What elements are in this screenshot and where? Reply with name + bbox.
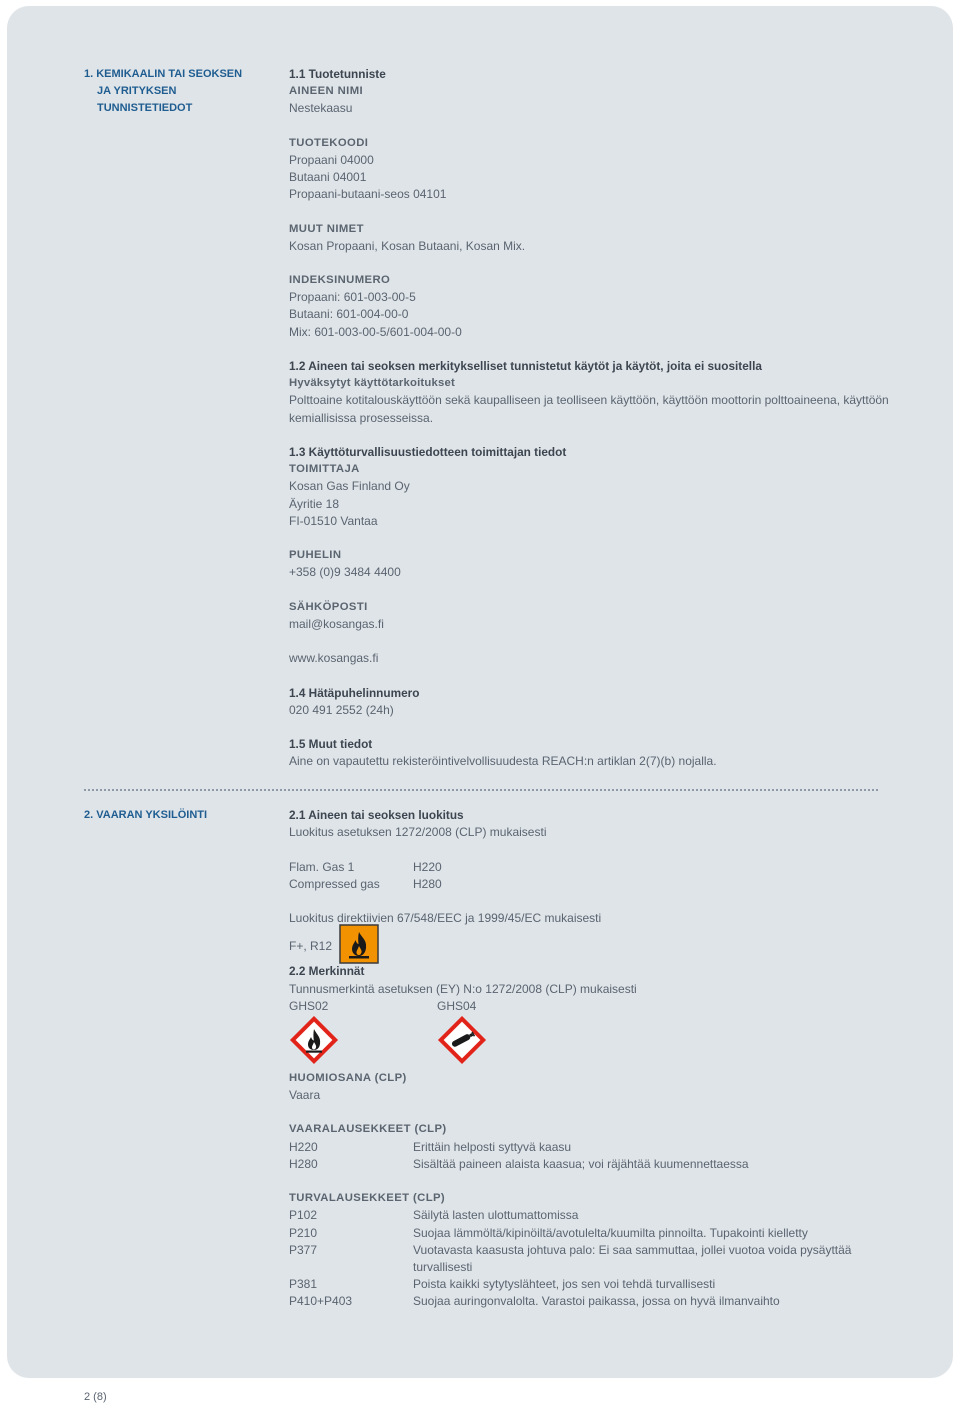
subsection-2-2-heading: 2.2 Merkinnät (289, 964, 365, 979)
precautionary-statement-row (289, 1242, 889, 1276)
substance-name-label: AINEEN NIMI (289, 85, 364, 98)
supplier-name: Kosan Gas Finland Oy (289, 479, 410, 494)
classification-code: H280 (413, 876, 442, 891)
classification-class: Compressed gas (289, 876, 380, 891)
approved-uses: Polttoaine kotitalouskäyttöön sekä kaupalliseen ja teolliseen käyttöön, käyttöön moottorin polttoaineena, käyttöön kemiallisissa prosesseissa. (289, 393, 889, 425)
section-2-body (289, 807, 889, 1311)
section-1-body (289, 66, 889, 771)
website-link[interactable]: www.kosangas.fi (289, 651, 379, 666)
precautionary-statement-row (289, 1207, 889, 1224)
section-divider (84, 789, 878, 791)
precautionary-text: Suojaa auringonvalolta. Varastoi paikassa, jossa on hyvä ilmanvaihto (413, 1294, 780, 1309)
section-2-title-text: 2. VAARAN YKSILÖINTI (84, 809, 208, 821)
index-number: Butaani: 601-004-00-0 (289, 307, 409, 322)
precautionary-statements-label: TURVALAUSEKKEET (CLP) (289, 1192, 446, 1205)
hazard-code: H220 (289, 1139, 318, 1154)
other-names-label: MUUT NIMET (289, 222, 364, 235)
product-code-label: TUOTEKOODI (289, 136, 369, 149)
hazard-text: Erittäin helposti syttyvä kaasu (413, 1139, 572, 1154)
precautionary-statement-row (289, 1293, 889, 1310)
classification-row (289, 859, 889, 876)
section-1-title-line-1: 1. KEMIKAALIN TAI SEOKSEN (84, 68, 243, 80)
other-info: Aine on vapautettu rekisteröintivelvollisuudesta REACH:n artiklan 2(7)(b) nojalla. (289, 754, 717, 769)
classification-code: H220 (413, 859, 442, 874)
ghs-pictograms (289, 1015, 889, 1071)
phone-label: PUHELIN (289, 549, 342, 562)
subsection-1-3-heading: 1.3 Käyttöturvallisuustiedotteen toimittajan tiedot (289, 444, 567, 459)
signal-word: Vaara (289, 1088, 321, 1103)
precautionary-code: P410+P403 (289, 1294, 353, 1309)
hazard-code: H280 (289, 1156, 318, 1171)
section-1-title (84, 66, 264, 118)
precautionary-statement-row (289, 1276, 889, 1293)
precautionary-code: P210 (289, 1225, 318, 1240)
ghs-label-row (289, 998, 889, 1015)
clp-classification: Luokitus asetuksen 1272/2008 (CLP) mukaisesti (289, 825, 547, 840)
directive-classification: Luokitus direktiivien 67/548/EEC ja 1999/45/EC mukaisesti (289, 911, 602, 926)
hazard-statement-row (289, 1139, 889, 1156)
email-link[interactable]: mail@kosangas.fi (289, 616, 384, 631)
classification-class: Flam. Gas 1 (289, 859, 355, 874)
hazard-statements-label: VAARALAUSEKKEET (CLP) (289, 1123, 447, 1136)
emergency-phone: 020 491 2552 (24h) (289, 702, 394, 717)
index-number: Mix: 601-003-00-5/601-004-00-0 (289, 324, 462, 339)
labelling-text: Tunnusmerkintä asetuksen (EY) N:o 1272/2008 (CLP) mukaisesti (289, 981, 637, 996)
supplier-street: Äyritie 18 (289, 496, 340, 511)
other-names: Kosan Propaani, Kosan Butaani, Kosan Mix. (289, 238, 526, 253)
hazard-text: Sisältää paineen alaista kaasua; voi räjähtää kuumennettaessa (413, 1156, 749, 1171)
subsection-1-5-heading: 1.5 Muut tiedot (289, 737, 373, 752)
flame-icon (289, 1015, 437, 1070)
flame-icon (339, 924, 379, 969)
subsection-2-1-heading: 2.1 Aineen tai seoksen luokitus (289, 808, 464, 822)
product-code: Propaani-butaani-seos 04101 (289, 187, 447, 202)
signal-word-label: HUOMIOSANA (CLP) (289, 1071, 407, 1084)
directive-symbol-text: F+, R12 (289, 938, 333, 953)
precautionary-text: Poista kaikki sytytyslähteet, jos sen voi tehdä turvallisesti (413, 1277, 716, 1292)
precautionary-text: Vuotavasta kaasusta johtuva palo: Ei saa sammuttaa, jollei vuotoa voida pysäyttää turvallisesti (413, 1242, 852, 1274)
ghs04-label: GHS04 (437, 998, 477, 1013)
precautionary-code: P102 (289, 1208, 318, 1223)
approved-uses-label: Hyväksytyt käyttötarkoitukset (289, 377, 455, 390)
precautionary-code: P381 (289, 1277, 318, 1292)
phone-number: +358 (0)9 3484 4400 (289, 565, 401, 580)
section-1-title-line-3: TUNNISTETIEDOT (97, 102, 193, 115)
gas-cylinder-icon (437, 1015, 487, 1070)
ghs02-label: GHS02 (289, 998, 329, 1013)
directive-symbol-row (289, 927, 889, 965)
section-2-title (84, 807, 264, 824)
product-code: Propaani 04000 (289, 152, 374, 167)
supplier-label: TOIMITTAJA (289, 463, 360, 476)
index-number-label: INDEKSINUMERO (289, 274, 391, 287)
subsection-1-1-heading: 1.1 Tuotetunniste (289, 67, 386, 81)
subsection-1-4-heading: 1.4 Hätäpuhelinnumero (289, 685, 420, 700)
product-code: Butaani 04001 (289, 170, 367, 185)
substance-name: Nestekaasu (289, 101, 353, 116)
subsection-1-2-heading: 1.2 Aineen tai seoksen merkitykselliset tunnistetut käytöt ja käytöt, joita ei suositella (289, 359, 762, 373)
precautionary-code: P377 (289, 1242, 318, 1257)
section-1-title-line-2: JA YRITYKSEN (97, 85, 177, 98)
hazard-statement-row (289, 1156, 889, 1173)
classification-row (289, 876, 889, 893)
precautionary-statement-row (289, 1225, 889, 1242)
precautionary-text: Säilytä lasten ulottumattomissa (413, 1208, 579, 1223)
precautionary-text: Suojaa lämmöltä/kipinöiltä/avotulelta/kuumilta pinnoilta. Tupakointi kielletty (413, 1225, 808, 1240)
page-number: 2 (8) (84, 1391, 107, 1403)
index-number: Propaani: 601-003-00-5 (289, 290, 416, 305)
email-label: SÄHKÖPOSTI (289, 600, 368, 613)
supplier-postal: FI-01510 Vantaa (289, 513, 378, 528)
